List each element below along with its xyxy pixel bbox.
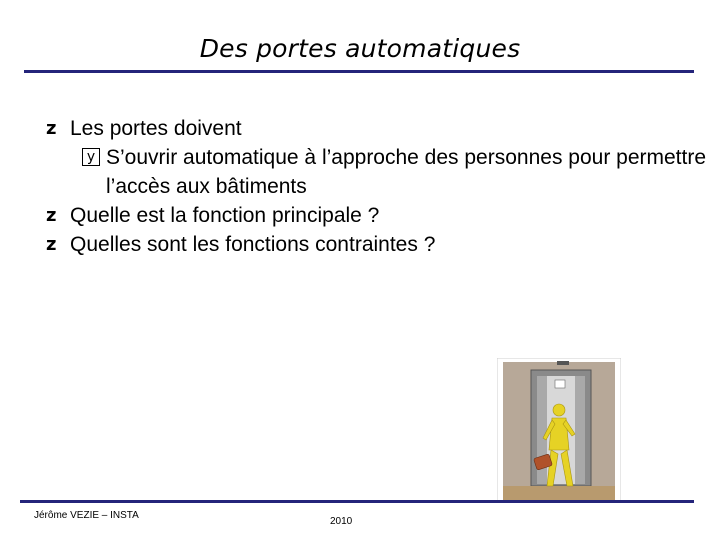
bullet-item <box>44 114 704 143</box>
bullet-text: Quelle est la fonction principale ? <box>70 204 380 227</box>
title-divider <box>24 70 694 73</box>
footer-year: 2010 <box>330 516 353 527</box>
sub-bullet-marker-icon: y <box>82 148 100 166</box>
bullet-list <box>44 114 707 259</box>
automatic-door-illustration <box>497 358 621 502</box>
sub-bullet-item <box>44 143 707 201</box>
footer-divider <box>20 500 694 503</box>
bullet-text: Les portes doivent <box>70 117 242 140</box>
bullet-text: Quelles sont les fonctions contraintes ? <box>70 233 436 256</box>
slide-title: Des portes automatiques <box>199 34 521 63</box>
sub-bullet-text: S’ouvrir automatique à l’approche des personnes pour permettre l’accès aux bâtiments <box>106 146 707 198</box>
bullet-item <box>44 201 704 230</box>
bullet-item <box>44 230 704 259</box>
bullet-marker-icon: z <box>46 205 57 226</box>
bullet-marker-icon: z <box>46 118 57 139</box>
footer-author: Jérôme VEZIE – INSTA <box>34 510 139 521</box>
bullet-marker-icon: z <box>46 234 57 255</box>
